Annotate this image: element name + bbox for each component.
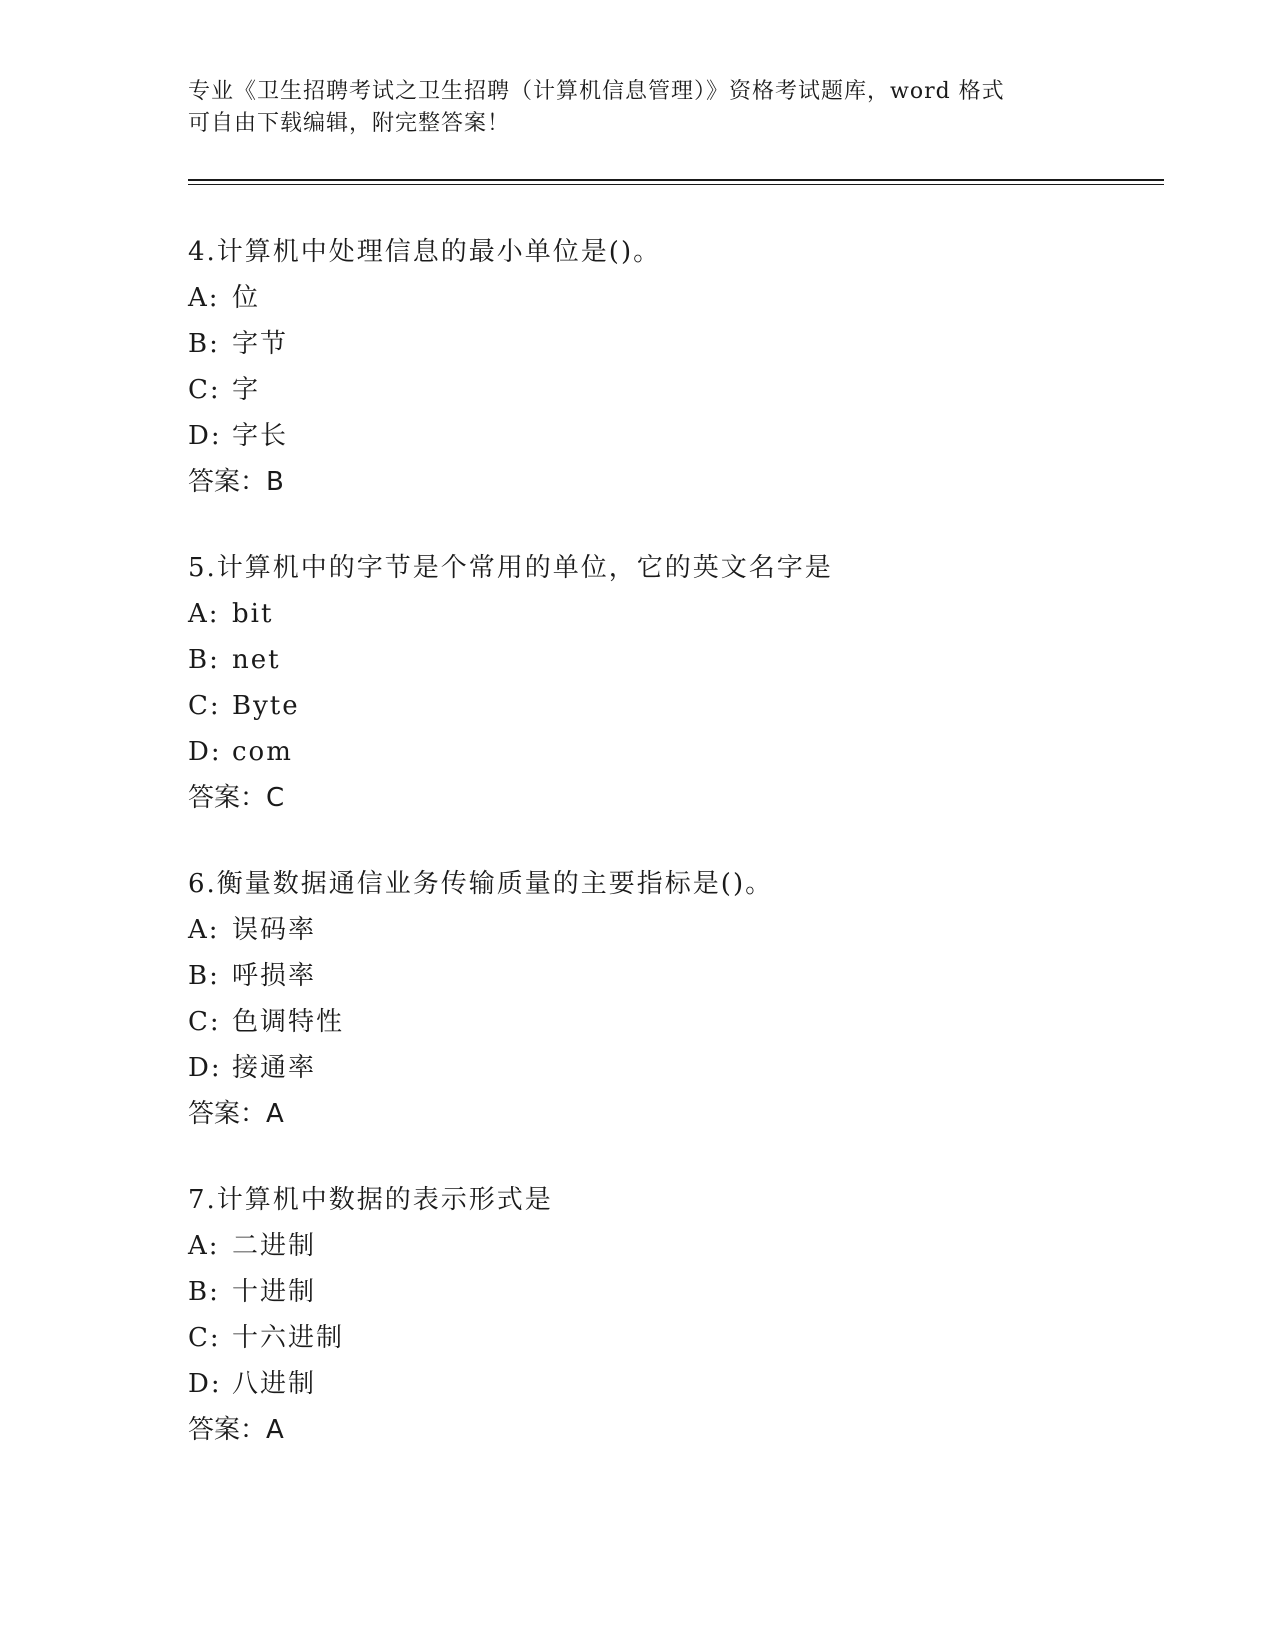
option-c <box>188 691 1148 721</box>
option-letter: B: <box>188 329 220 359</box>
option-text: 字长 <box>232 421 289 451</box>
question-stem: 6.衡量数据通信业务传输质量的主要指标是()。 <box>188 869 774 899</box>
option-text: 十六进制 <box>232 1323 345 1353</box>
header-line-1: 专业《卫生招聘考试之卫生招聘（计算机信息管理）》资格考试题库，word 格式 <box>188 79 1005 104</box>
option-a <box>188 915 1148 945</box>
option-a <box>188 283 1148 313</box>
header-line-2: 可自由下载编辑，附完整答案！ <box>188 111 511 136</box>
document-header <box>188 76 1068 140</box>
option-letter: C: <box>188 1323 221 1353</box>
option-text: 字节 <box>232 329 289 359</box>
option-letter: C: <box>188 375 221 405</box>
header-divider-thin <box>188 184 1164 185</box>
option-text: 二进制 <box>232 1231 317 1261</box>
option-letter: D: <box>188 737 222 767</box>
option-d <box>188 737 1148 767</box>
option-letter: D: <box>188 421 222 451</box>
option-text: Byte <box>232 691 300 721</box>
question-stem: 4.计算机中处理信息的最小单位是()。 <box>188 237 662 267</box>
question-block <box>188 553 1148 813</box>
option-letter: C: <box>188 691 221 721</box>
question-block <box>188 869 1148 1129</box>
option-a <box>188 599 1148 629</box>
option-letter: B: <box>188 645 220 675</box>
question-block <box>188 1185 1148 1445</box>
option-c <box>188 1323 1148 1353</box>
option-text: net <box>232 645 281 675</box>
option-text: 位 <box>232 283 261 313</box>
option-letter: A: <box>188 599 220 629</box>
question-block <box>188 237 1148 497</box>
option-letter: A: <box>188 915 220 945</box>
answer-line: 答案：A <box>188 1099 284 1129</box>
answer-line: 答案：B <box>188 467 284 497</box>
option-text: 接通率 <box>232 1053 317 1083</box>
option-text: 呼损率 <box>232 961 317 991</box>
option-letter: D: <box>188 1369 222 1399</box>
option-d <box>188 421 1148 451</box>
option-b <box>188 961 1148 991</box>
option-text: 八进制 <box>232 1369 317 1399</box>
option-letter: C: <box>188 1007 221 1037</box>
question-stem: 5.计算机中的字节是个常用的单位，它的英文名字是 <box>188 553 833 583</box>
option-letter: D: <box>188 1053 222 1083</box>
option-d <box>188 1053 1148 1083</box>
option-c <box>188 1007 1148 1037</box>
option-letter: A: <box>188 283 220 313</box>
answer-line: 答案：C <box>188 783 285 813</box>
option-text: 误码率 <box>232 915 317 945</box>
option-letter: B: <box>188 1277 220 1307</box>
option-text: 十进制 <box>232 1277 317 1307</box>
option-text: bit <box>232 599 274 629</box>
option-text: 色调特性 <box>232 1007 345 1037</box>
option-text: com <box>232 737 293 767</box>
option-b <box>188 329 1148 359</box>
option-c <box>188 375 1148 405</box>
option-b <box>188 645 1148 675</box>
option-a <box>188 1231 1148 1261</box>
option-b <box>188 1277 1148 1307</box>
option-text: 字 <box>232 375 261 405</box>
option-letter: A: <box>188 1231 220 1261</box>
option-d <box>188 1369 1148 1399</box>
option-letter: B: <box>188 961 220 991</box>
question-stem: 7.计算机中数据的表示形式是 <box>188 1185 553 1215</box>
header-divider-thick <box>188 179 1164 181</box>
answer-line: 答案：A <box>188 1415 284 1445</box>
